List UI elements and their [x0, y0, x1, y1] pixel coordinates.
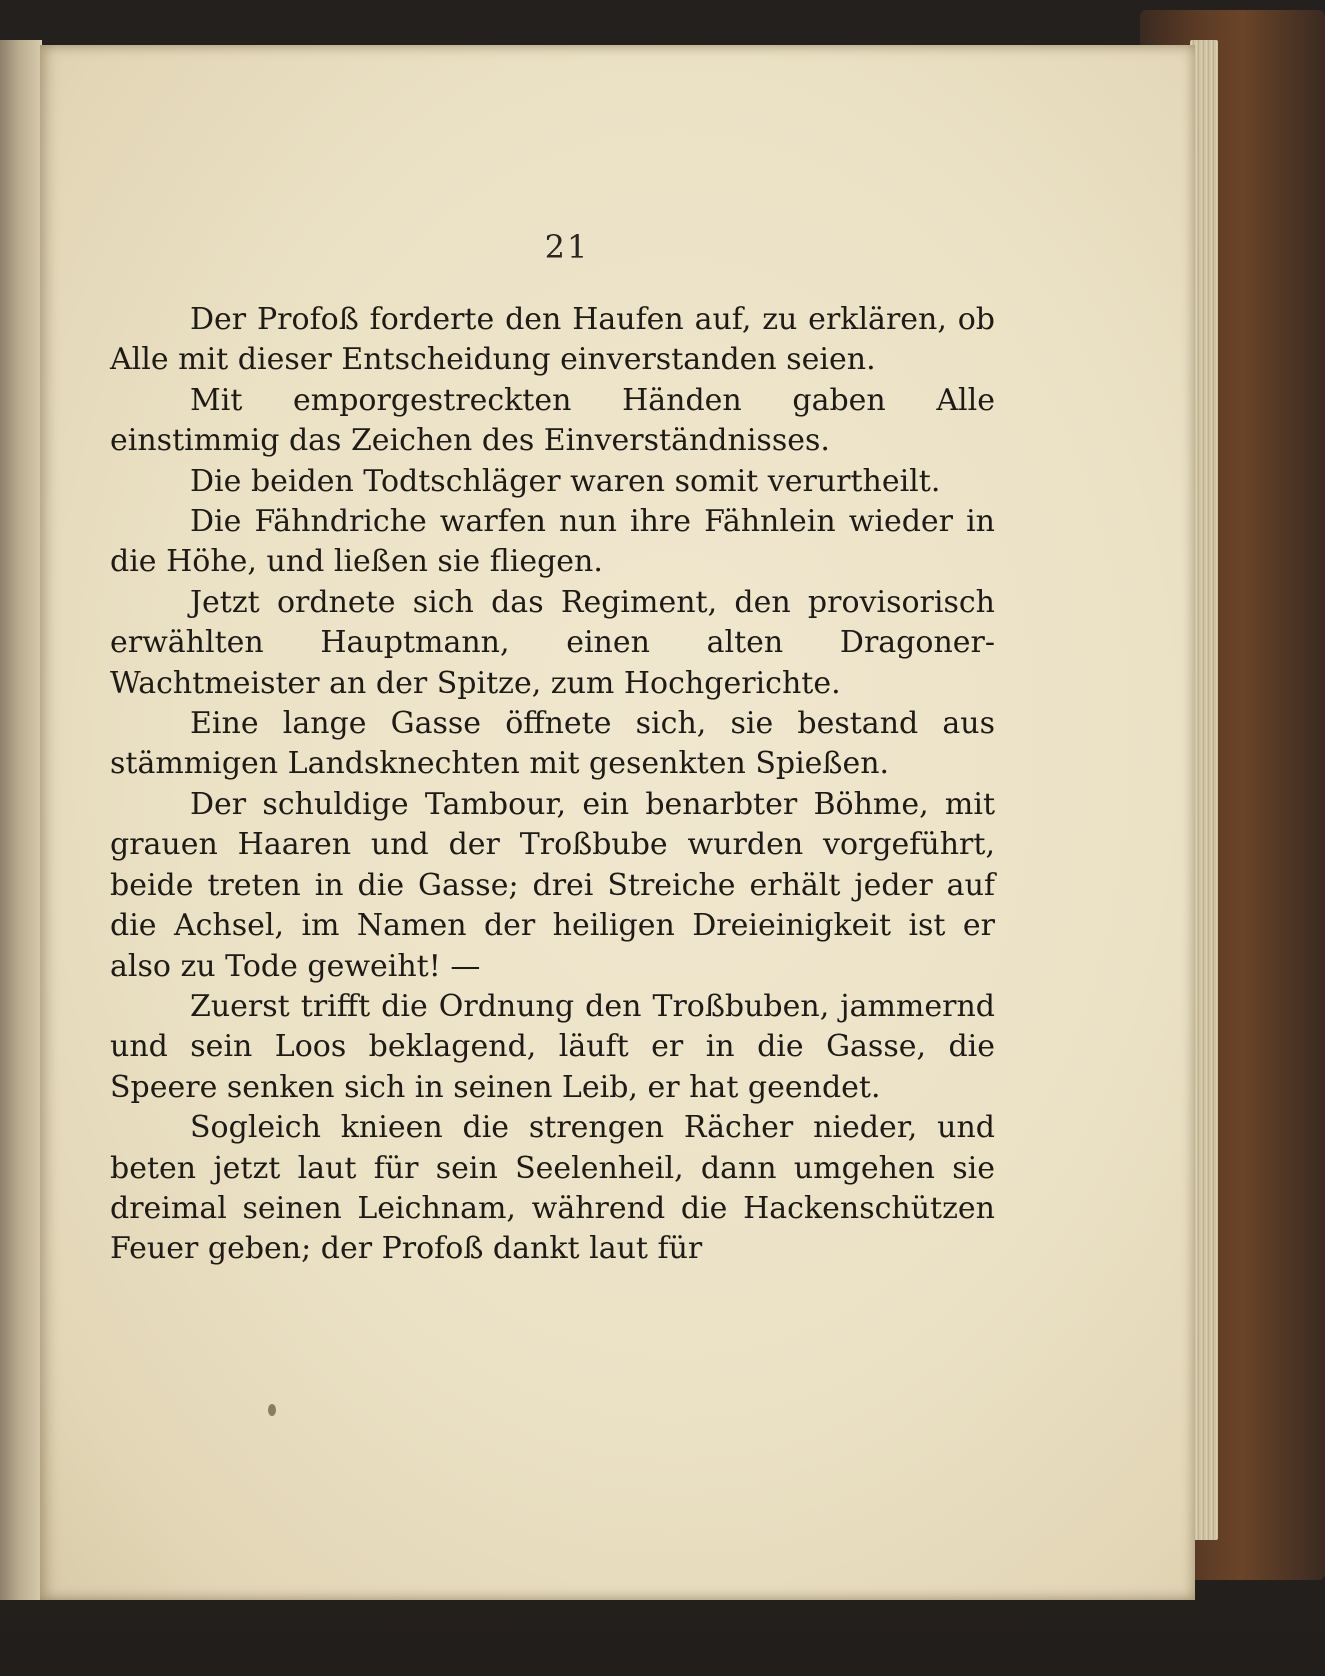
- paragraph: Eine lange Gasse öffnete sich, sie bestand aus stämmigen Landsknechten mit gesenkten Spießen.: [110, 706, 995, 782]
- paragraph: Der Profoß forderte den Haufen auf, zu erklären, ob Alle mit dieser Entscheidung einverstanden seien.: [110, 302, 995, 378]
- paragraph: Die Fähndriche warfen nun ihre Fähnlein wieder in die Höhe, und ließen sie fliegen.: [110, 504, 995, 580]
- paragraph: Zuerst trifft die Ordnung den Troßbuben, jammernd und sein Loos beklagend, läuft er in die Gasse, die Speere senken sich in seinen Leib, er hat geendet.: [110, 988, 995, 1105]
- paragraph: Der schuldige Tambour, ein benarbter Böhme, mit grauen Haaren und der Troßbube wurden vorgeführt, beide treten in die Gasse; drei Streiche erhält jeder auf die Achsel, im Namen der heiligen Dreieinigkeit ist er also zu Tode geweiht! —: [110, 786, 995, 984]
- book-gutter: [0, 40, 42, 1600]
- ink-spot: [268, 1404, 276, 1416]
- paragraph: Die beiden Todtschläger waren somit verurtheilt.: [190, 463, 941, 499]
- paragraph: Mit emporgestreckten Händen gaben Alle einstimmig das Zeichen des Einverständnisses.: [110, 382, 995, 459]
- paragraph: Sogleich knieen die strengen Rächer nieder, und beten jetzt laut für sein Seelenheil, dann umgehen sie dreimal seinen Leichnam, während die Hackenschützen Feuer geben; der Profoß dankt laut für: [110, 1110, 995, 1267]
- paragraph: Jetzt ordnete sich das Regiment, den provisorisch erwählten Hauptmann, einen alten Dragoner-Wachtmeister an der Spitze, zum Hochgerichte.: [110, 584, 995, 701]
- body-text: [110, 300, 995, 1270]
- page-number: 21: [544, 228, 590, 266]
